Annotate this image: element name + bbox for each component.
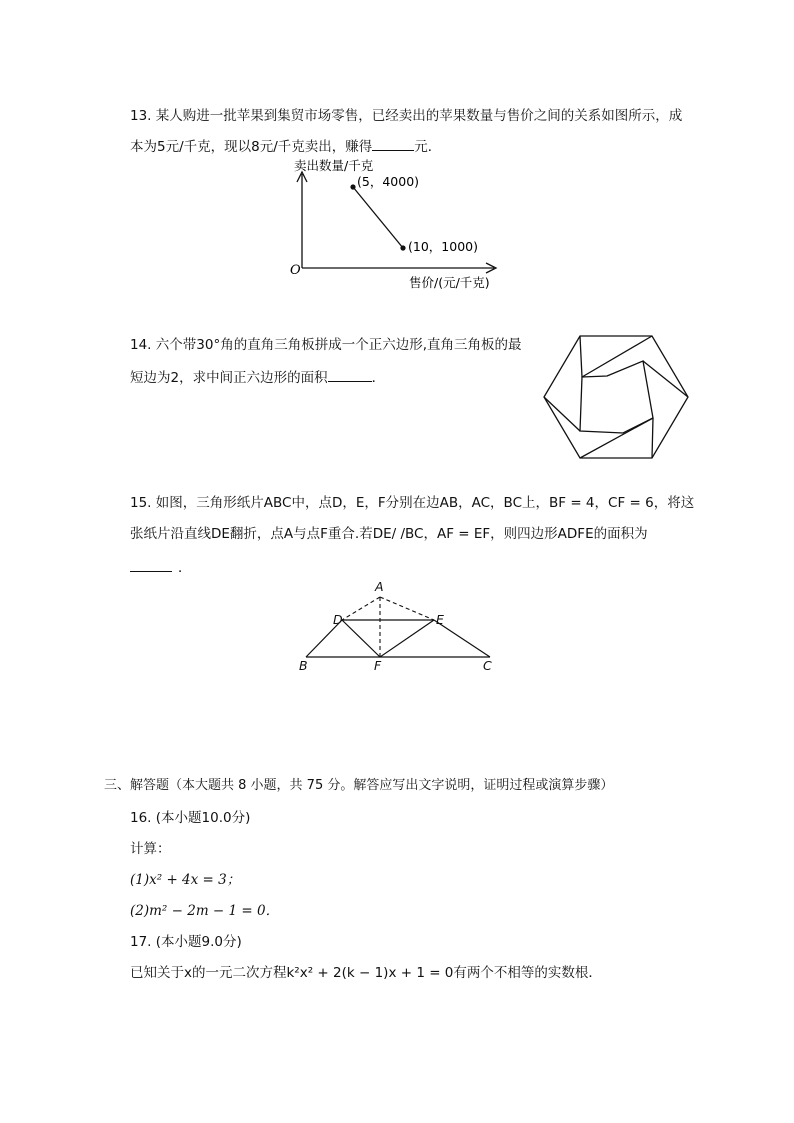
label-A: A [375, 579, 384, 594]
point2-label: (10，1000) [408, 239, 478, 254]
triangle-edge-2 [643, 361, 688, 397]
triangle-edge-1 [582, 336, 652, 377]
price-quantity-segment [353, 187, 403, 248]
q17-text: 已知关于x的一元二次方程k²x² + 2(k − 1)x + 1 = 0有两个不相等的实数根． [130, 965, 602, 981]
q14-line2-end: ． [371, 370, 386, 386]
q15-line1: 15. 如图，三角形纸片ABC中，点D，E，F分别在边AB，AC，BC上，BF = 4，CF = 6，将这 [130, 495, 695, 511]
q15-line3-end: ． [178, 560, 192, 576]
segment-DF [342, 620, 380, 657]
q14-answer-blank [328, 369, 372, 382]
section3-heading: 三、解答题（本大题共 8 小题，共 75 分。解答应写出文字说明，证明过程或演算步骤） [104, 778, 614, 793]
q14-line2-text: 短边为2，求中间正六边形的面积 [130, 370, 328, 386]
q14-line2 [130, 366, 385, 386]
dashed-AD [342, 597, 380, 620]
q16-part2: (2)m² − 2m − 1 = 0． [130, 903, 280, 919]
q13-line1: 13. 某人购进一批苹果到集贸市场零售，已经卖出的苹果数量与售价之间的关系如图所示，成 [130, 108, 683, 124]
q16-title: 16. (本小题10.0分) [130, 810, 251, 826]
q14-line1: 14. 六个带30°角的直角三角板拼成一个正六边形,直角三角板的最 [130, 337, 522, 353]
label-B: B [299, 658, 308, 673]
q17-title: 17. (本小题9.0分) [130, 934, 242, 950]
q13-line2-text: 本为5元/千克，现以8元/千克卖出，赚得 [130, 139, 373, 155]
q15-triangle-figure [296, 578, 502, 674]
q13-graph [280, 152, 520, 292]
y-axis-label: 卖出数量/千克 [294, 158, 374, 173]
triangle-edge-4 [580, 418, 653, 458]
point-5-4000 [350, 184, 355, 189]
q13-answer-blank [372, 138, 414, 151]
outer-hexagon [544, 336, 688, 458]
q15-line2: 张纸片沿直线DE翻折，点A与点F重合.若DE/ /BC，AF = EF，则四边形ADFE的面积为 [130, 526, 648, 542]
triangle-edge-6 [580, 336, 582, 377]
q15-line3 [130, 556, 192, 576]
x-axis-label: 售价/(元/千克) [409, 275, 490, 290]
point-10-1000 [400, 245, 405, 250]
label-F: F [374, 658, 382, 673]
label-C: C [483, 658, 492, 673]
label-E: E [436, 612, 444, 627]
q13-line2-end: 元． [414, 139, 442, 155]
q15-answer-blank [130, 559, 172, 572]
q16-intro: 计算： [130, 841, 171, 857]
segment-EF [380, 620, 434, 657]
origin-label: O [290, 263, 301, 278]
triangle-edge-3 [652, 418, 653, 458]
q16-part1: (1)x² + 4x = 3； [130, 872, 241, 888]
label-D: D [333, 612, 343, 627]
q14-hexagon-figure [540, 333, 692, 461]
point1-label: (5，4000) [357, 174, 420, 189]
triangle-edge-5 [544, 397, 580, 431]
dashed-AE [380, 597, 434, 620]
